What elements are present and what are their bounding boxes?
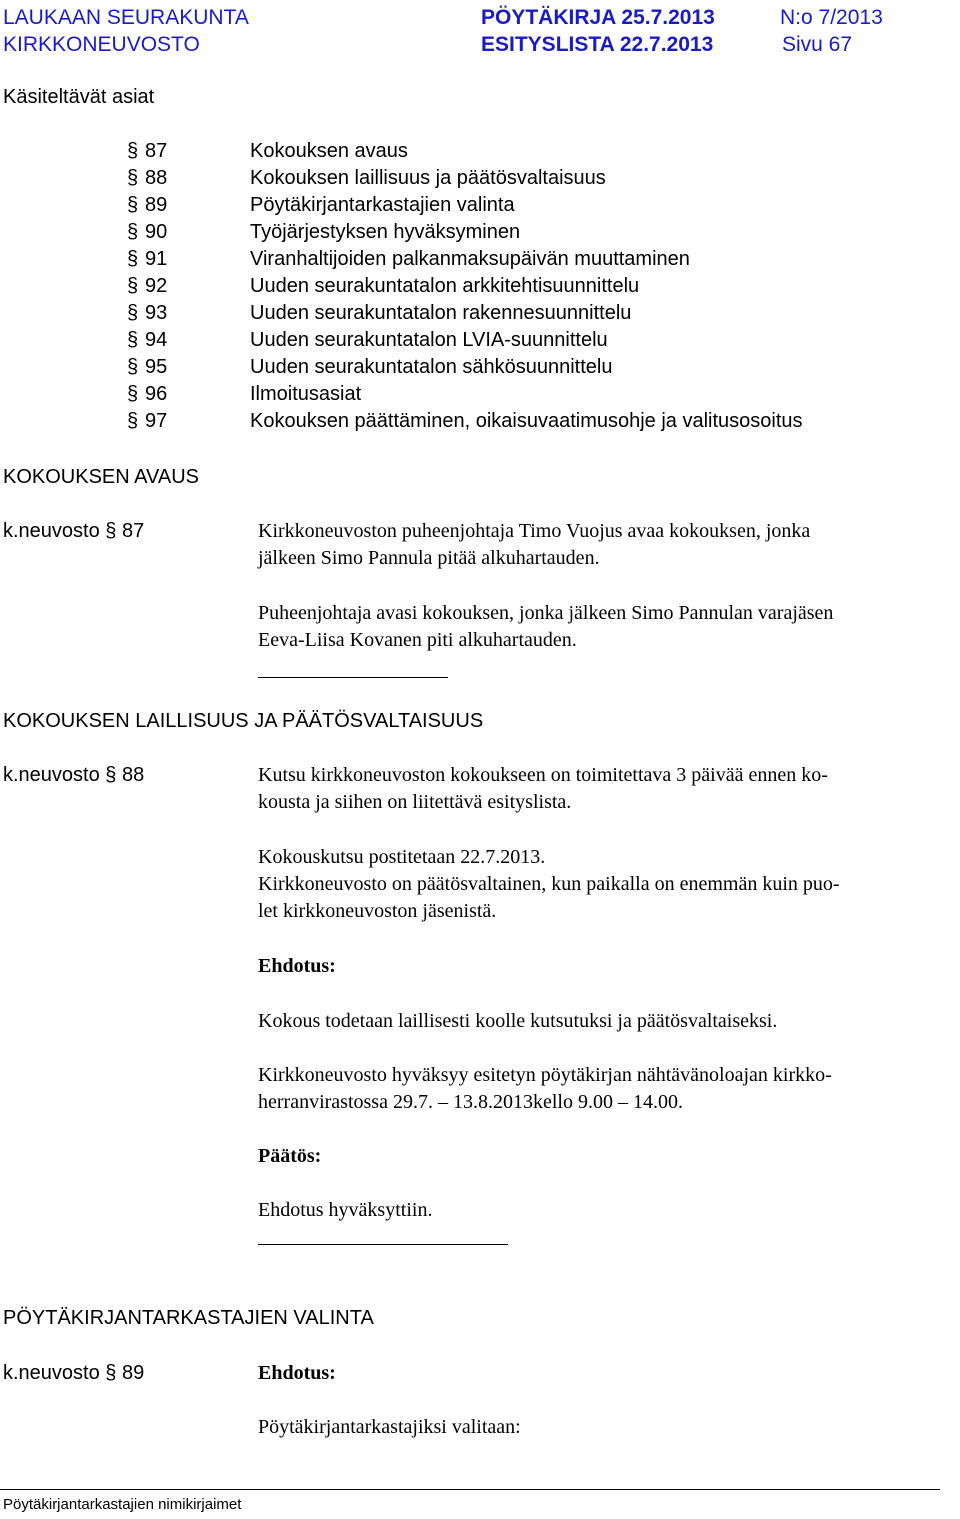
- section-88-decision: Ehdotus hyväksyttiin.: [258, 1199, 433, 1221]
- agenda-item-number: 87: [145, 140, 168, 162]
- agenda-item: [0, 167, 960, 194]
- section-88-ref: k.neuvosto § 88: [3, 764, 145, 786]
- section-88-proposal-label: Ehdotus:: [258, 955, 336, 977]
- footer-signatures: Pöytäkirjantarkastajien nimikirjaimet: [3, 1496, 242, 1513]
- section-sign: §: [127, 275, 139, 297]
- agenda-item: [0, 248, 960, 275]
- minutes-date: PÖYTÄKIRJA 25.7.2013: [481, 6, 715, 29]
- agenda-item: [0, 140, 960, 167]
- footer-rule: [0, 1489, 940, 1490]
- section-88-text-line: Kirkkoneuvosto on päätösvaltainen, kun paikalla on enemmän kuin puo-: [258, 873, 840, 895]
- section-sign: §: [127, 167, 139, 189]
- section-88-text-line: herranvirastossa 29.7. – 13.8.2013kello 9.00 – 14.00.: [258, 1091, 683, 1113]
- agenda-item-number: 94: [145, 329, 168, 351]
- section-sign: §: [127, 248, 139, 270]
- agenda-item-title: Uuden seurakuntatalon LVIA-suunnittelu: [250, 329, 608, 351]
- agenda-item-number: 97: [145, 410, 168, 432]
- agenda-title: Käsiteltävät asiat: [3, 86, 155, 108]
- agenda-item-number: 88: [145, 167, 168, 189]
- page-header: [0, 0, 960, 58]
- section-88-decision-label: Päätös:: [258, 1145, 322, 1167]
- agenda-item-number: 89: [145, 194, 168, 216]
- section-divider: [258, 1244, 508, 1245]
- section-87-heading: KOKOUKSEN AVAUS: [3, 466, 199, 488]
- section-87-text-line: Puheenjohtaja avasi kokouksen, jonka jälkeen Simo Pannulan varajäsen: [258, 602, 834, 624]
- section-88-text-line: Kirkkoneuvosto hyväksyy esitetyn pöytäkirjan nähtävänoloajan kirkko-: [258, 1064, 832, 1086]
- section-89-text-line: Pöytäkirjantarkastajiksi valitaan:: [258, 1416, 521, 1438]
- section-88-heading: KOKOUKSEN LAILLISUUS JA PÄÄTÖSVALTAISUUS: [3, 710, 484, 732]
- agenda-item-title: Uuden seurakuntatalon arkkitehtisuunnittelu: [250, 275, 640, 297]
- section-88-text-line: let kirkkoneuvoston jäsenistä.: [258, 900, 497, 922]
- agenda-item: [0, 221, 960, 248]
- section-87-text-line: jälkeen Simo Pannula pitää alkuhartauden.: [258, 547, 600, 569]
- section-sign: §: [127, 410, 139, 432]
- agenda-item-title: Ilmoitusasiat: [250, 383, 362, 405]
- section-88-text-line: Kokouskutsu postitetaan 22.7.2013.: [258, 846, 546, 868]
- section-88-text-line: Kutsu kirkkoneuvoston kokoukseen on toimitettava 3 päivää ennen ko-: [258, 764, 828, 786]
- org-name: LAUKAAN SEURAKUNTA: [3, 6, 249, 29]
- body-name: KIRKKONEUVOSTO: [3, 33, 200, 56]
- agenda-item-title: Kokouksen avaus: [250, 140, 408, 162]
- agenda-item: [0, 275, 960, 302]
- agenda-item-title: Kokouksen päättäminen, oikaisuvaatimusohje ja valitusosoitus: [250, 410, 803, 432]
- agenda-item-title: Viranhaltijoiden palkanmaksupäivän muuttaminen: [250, 248, 690, 270]
- section-divider: [258, 677, 448, 678]
- agenda-item-number: 92: [145, 275, 168, 297]
- agenda-item-number: 96: [145, 383, 168, 405]
- agenda-item: [0, 302, 960, 329]
- section-sign: §: [127, 194, 139, 216]
- section-sign: §: [127, 302, 139, 324]
- section-88-text-line: kousta ja siihen on liitettävä esityslista.: [258, 791, 572, 813]
- section-87-ref: k.neuvosto § 87: [3, 520, 145, 542]
- section-sign: §: [127, 356, 139, 378]
- section-89-ref: k.neuvosto § 89: [3, 1362, 145, 1384]
- section-sign: §: [127, 221, 139, 243]
- agenda-item: [0, 410, 960, 437]
- agenda-item-number: 95: [145, 356, 168, 378]
- document-number: N:o 7/2013: [780, 6, 883, 29]
- agenda-item-title: Uuden seurakuntatalon sähkösuunnittelu: [250, 356, 613, 378]
- agenda-item-number: 93: [145, 302, 168, 324]
- agenda-item-title: Työjärjestyksen hyväksyminen: [250, 221, 521, 243]
- agenda-item-title: Kokouksen laillisuus ja päätösvaltaisuus: [250, 167, 606, 189]
- agenda-item-number: 90: [145, 221, 168, 243]
- section-89-heading: PÖYTÄKIRJANTARKASTAJIEN VALINTA: [3, 1307, 374, 1329]
- agenda-item: [0, 356, 960, 383]
- agenda-item-title: Pöytäkirjantarkastajien valinta: [250, 194, 515, 216]
- agenda-item: [0, 194, 960, 221]
- section-sign: §: [127, 329, 139, 351]
- agenda-item-number: 91: [145, 248, 168, 270]
- agenda-item: [0, 329, 960, 356]
- page-number: Sivu 67: [782, 33, 853, 56]
- section-87-text-line: Eeva-Liisa Kovanen piti alkuhartauden.: [258, 629, 577, 651]
- section-88-text-line: Kokous todetaan laillisesti koolle kutsutuksi ja päätösvaltaiseksi.: [258, 1010, 778, 1032]
- section-87-text-line: Kirkkoneuvoston puheenjohtaja Timo Vuojus avaa kokouksen, jonka: [258, 520, 811, 542]
- section-89-proposal-label: Ehdotus:: [258, 1362, 336, 1384]
- agenda-date: ESITYSLISTA 22.7.2013: [481, 33, 714, 56]
- agenda-item-title: Uuden seurakuntatalon rakennesuunnittelu: [250, 302, 632, 324]
- agenda-item: [0, 383, 960, 410]
- section-sign: §: [127, 383, 139, 405]
- section-sign: §: [127, 140, 139, 162]
